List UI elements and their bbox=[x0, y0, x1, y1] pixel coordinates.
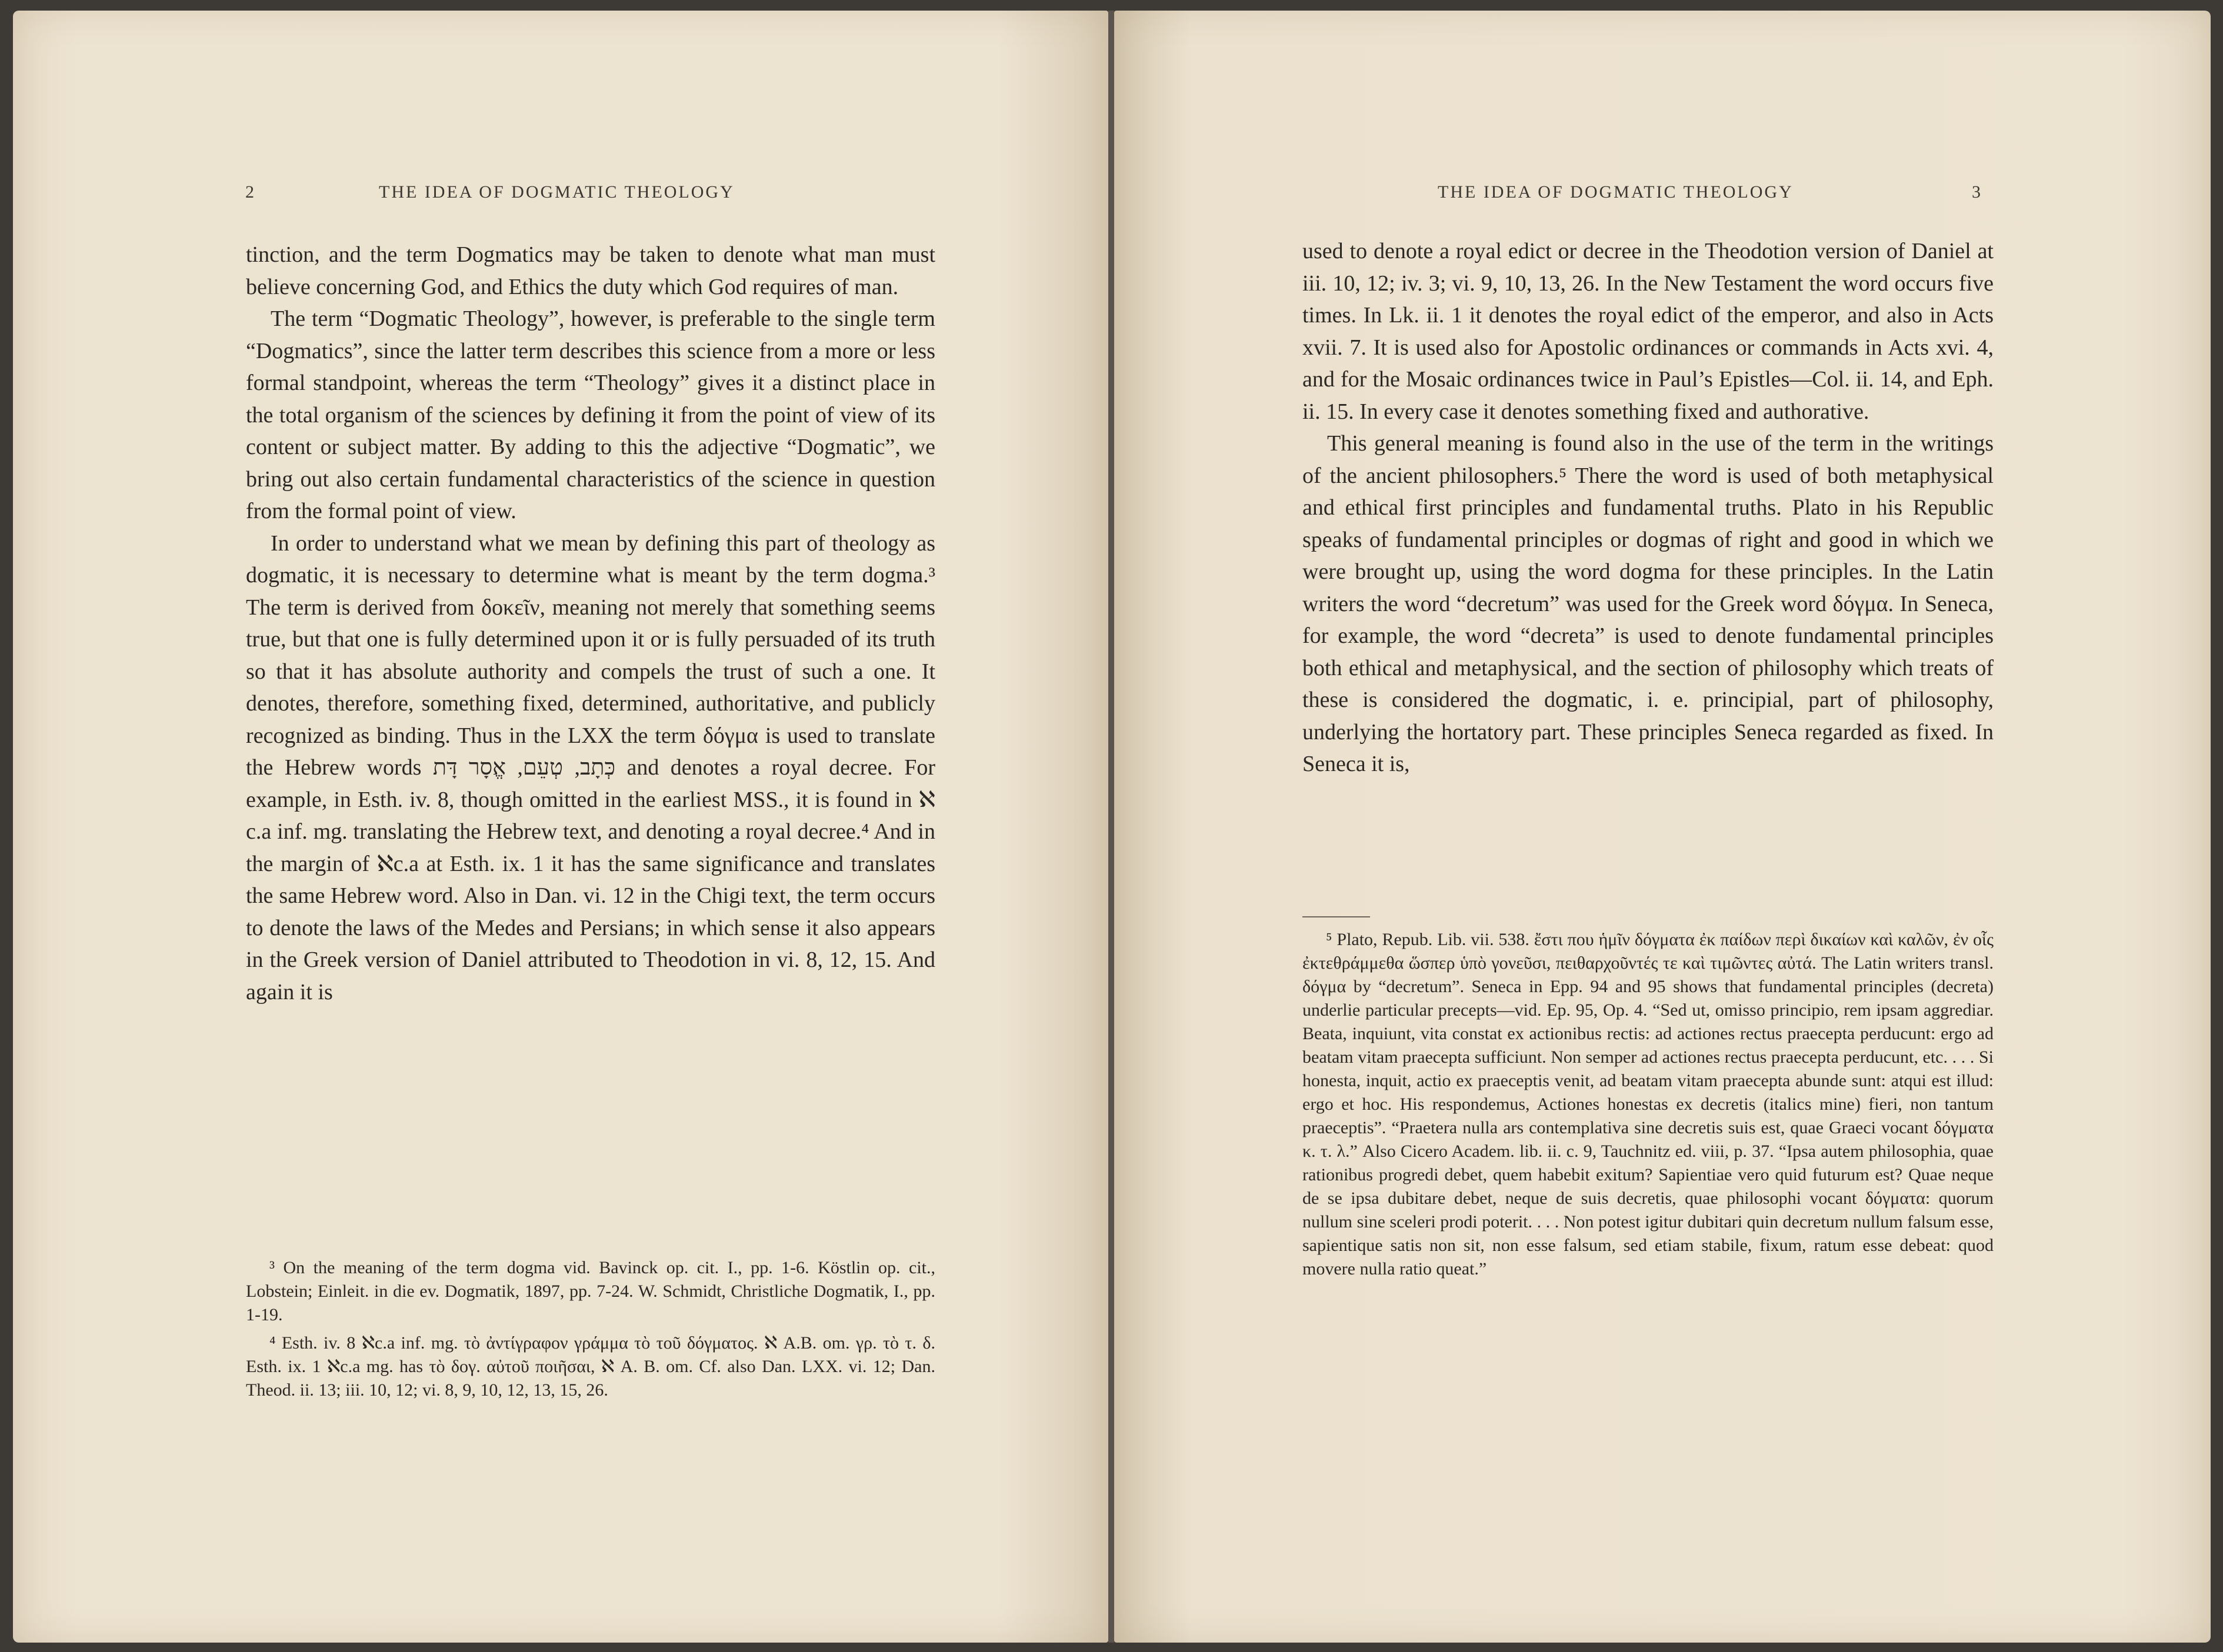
footnotes-left bbox=[246, 1256, 935, 1407]
footnote: ⁴ Esth. iv. 8 ℵc.a inf. mg. τὸ ἀντίγραφον γράμμα τὸ τοῦ δόγματος. ℵ A.B. om. γρ. τὸ τ. δ. Esth. ix. 1 ℵc.a mg. has τὸ δογ. αὐτοῦ ποιῆσαι, ℵ A. B. om. Cf. also Dan. LXX. vi. 12; Dan. Theod. ii. 13; iii. 10, 12; vi. 8, 9, 10, 12, 13, 15, 26. bbox=[246, 1333, 935, 1400]
left-page bbox=[13, 11, 1108, 1643]
footnotes-right bbox=[1302, 928, 1994, 1286]
paragraph: In order to understand what we mean by defining this part of theology as dogmatic, it is necessary to determine what is meant by the term dogma.³ The term is derived from δοκεῖν, meaning not merely that something seems true, but that one is fully determined upon it or is fully persuaded of its truth so that it has absolute authority and compels the trust of such a one. It denotes, therefore, something fixed, determined, authoritative, and publicly recognized as binding. Thus in the LXX the term δόγμα is used to translate the Hebrew words כְּתָב, טְעֵם, אֱסָר דָּת and denotes a royal decree. For example, in Esth. iv. 8, though omitted in the earliest MSS., it is found in ℵ c.a inf. mg. translating the Hebrew text, and denoting a royal decree.⁴ And in the margin of ℵc.a at Esth. ix. 1 it has the same significance and translates the same Hebrew word. Also in Dan. vi. 12 in the Chigi text, the term occurs to denote the laws of the Medes and Persians; in which sense it also appears in the Greek version of Daniel attributed to Theodotion in vi. 8, 12, 15. And again it is bbox=[246, 530, 935, 1004]
body-text-right bbox=[1302, 235, 1994, 780]
paragraph: used to denote a royal edict or decree in the Theodotion version of Daniel at iii. 10, 12; iv. 3; vi. 9, 10, 13, 26. In the New Testament the word occurs five times. In Lk. ii. 1 it denotes the royal edict of the emperor, and also in Acts xvii. 7. It is used also for Apostolic ordinances or commands in Acts xvi. 4, and for the Mosaic ordinances twice in Paul’s Epistles—Col. ii. 14, and Eph. ii. 15. In every case it denotes something fixed and authorative. bbox=[1302, 239, 1994, 424]
running-head-left: THE IDEA OF DOGMATIC THEOLOGY bbox=[379, 182, 735, 202]
paragraph: The term “Dogmatic Theology”, however, is preferable to the single term “Dogmatics”, since the latter term describes this science from a more or less formal standpoint, whereas the term “Theology” gives it a distinct place in the total organism of the sciences by defining it from the point of view of its content or subject matter. By adding to this the adjective “Dogmatic”, we bring out also certain fundamental characteristics of the science in question from the formal point of view. bbox=[246, 306, 935, 523]
paragraph: This general meaning is found also in the use of the term in the writings of the ancient philosophers.⁵ There the word is used of both metaphysical and ethical first principles and fundamental truths. Plato in his Republic speaks of fundamental principles or dogmas of right and good in which we were brought up, using the word dogma for these principles. In the Latin writers the word “decretum” was used for the Greek word δόγμα. In Seneca, for example, the word “decreta” is used to denote fundamental principles both ethical and metaphysical, and the section of philosophy which treats of these is considered the dogmatic, i. e. principial, part of philosophy, underlying the hortatory part. These principles Seneca regarded as fixed. In Seneca it is, bbox=[1302, 431, 1994, 776]
footnote: ³ On the meaning of the term dogma vid. Bavinck op. cit. I., pp. 1-6. Köstlin op. cit., Lobstein; Einleit. in die ev. Dogmatik, 1897, pp. 7-24. W. Schmidt, Christliche Dogmatik, I., pp. 1-19. bbox=[246, 1258, 935, 1324]
running-head-right: THE IDEA OF DOGMATIC THEOLOGY bbox=[1438, 182, 1794, 202]
page-number-left: 2 bbox=[245, 182, 256, 202]
footnote-rule bbox=[1302, 916, 1370, 917]
book-gutter bbox=[1108, 11, 1114, 1643]
body-text-left bbox=[246, 239, 935, 1008]
right-page bbox=[1114, 11, 2211, 1643]
paragraph: tinction, and the term Dogmatics may be taken to denote what man must believe concerning God, and Ethics the duty which God requires of man. bbox=[246, 242, 935, 299]
page-number-right: 3 bbox=[1972, 182, 1982, 202]
footnote: ⁵ Plato, Repub. Lib. vii. 538. ἔστι που ἡμῖν δόγματα ἐκ παίδων περὶ δικαίων καὶ καλῶν, ἐν οἷς ἐκτεθράμμεθα ὥσπερ ὑπὸ γονεῦσι, πειθαρχοῦντές τε καὶ τιμῶντες αὐτά. The Latin writers transl. δόγμα by “decretum”. Seneca in Epp. 94 and 95 shows that fundamental principles (decreta) underlie particular precepts—vid. Ep. 95, Op. 4. “Sed ut, omisso principio, rem ipsam aggrediar. Beata, inquiunt, vita constat ex actionibus rectis: ad actiones rectus praecepta perducunt: ergo ad beatam vitam praecepta sufficiunt. Non semper ad actiones rectus praecepta perducunt, etc. . . . Si honesta, inquit, actio ex praeceptis venit, ad beatam vitam praecepta abunde sunt: atqui est illud: ergo et hoc. His respondemus, Actiones honestas ex decretis (italics mine) fieri, non tantum praeceptis”. “Praetera nulla ars contemplativa sine decretis suis est, quae Graeci vocant δόγματα κ. τ. λ.” Also Cicero Academ. lib. ii. c. 9, Tauchnitz ed. viii, p. 37. “Ipsa autem philosophia, quae rationibus progredi debet, quem habebit exitum? Sapientiae vero quid futurum est? Quae neque de se ipsa dubitare debet, neque de suis decretis, quae philosophi vocant δόγματα: quorum nullum sine sceleri prodi poterit. . . . Non potest igitur dubitari quin decretum nullum falsum esse, sapientique satis non sit, non esse falsum, sed etiam stabile, fixum, ratum esse debeat: quod movere nulla ratio queat.” bbox=[1302, 930, 1994, 1279]
